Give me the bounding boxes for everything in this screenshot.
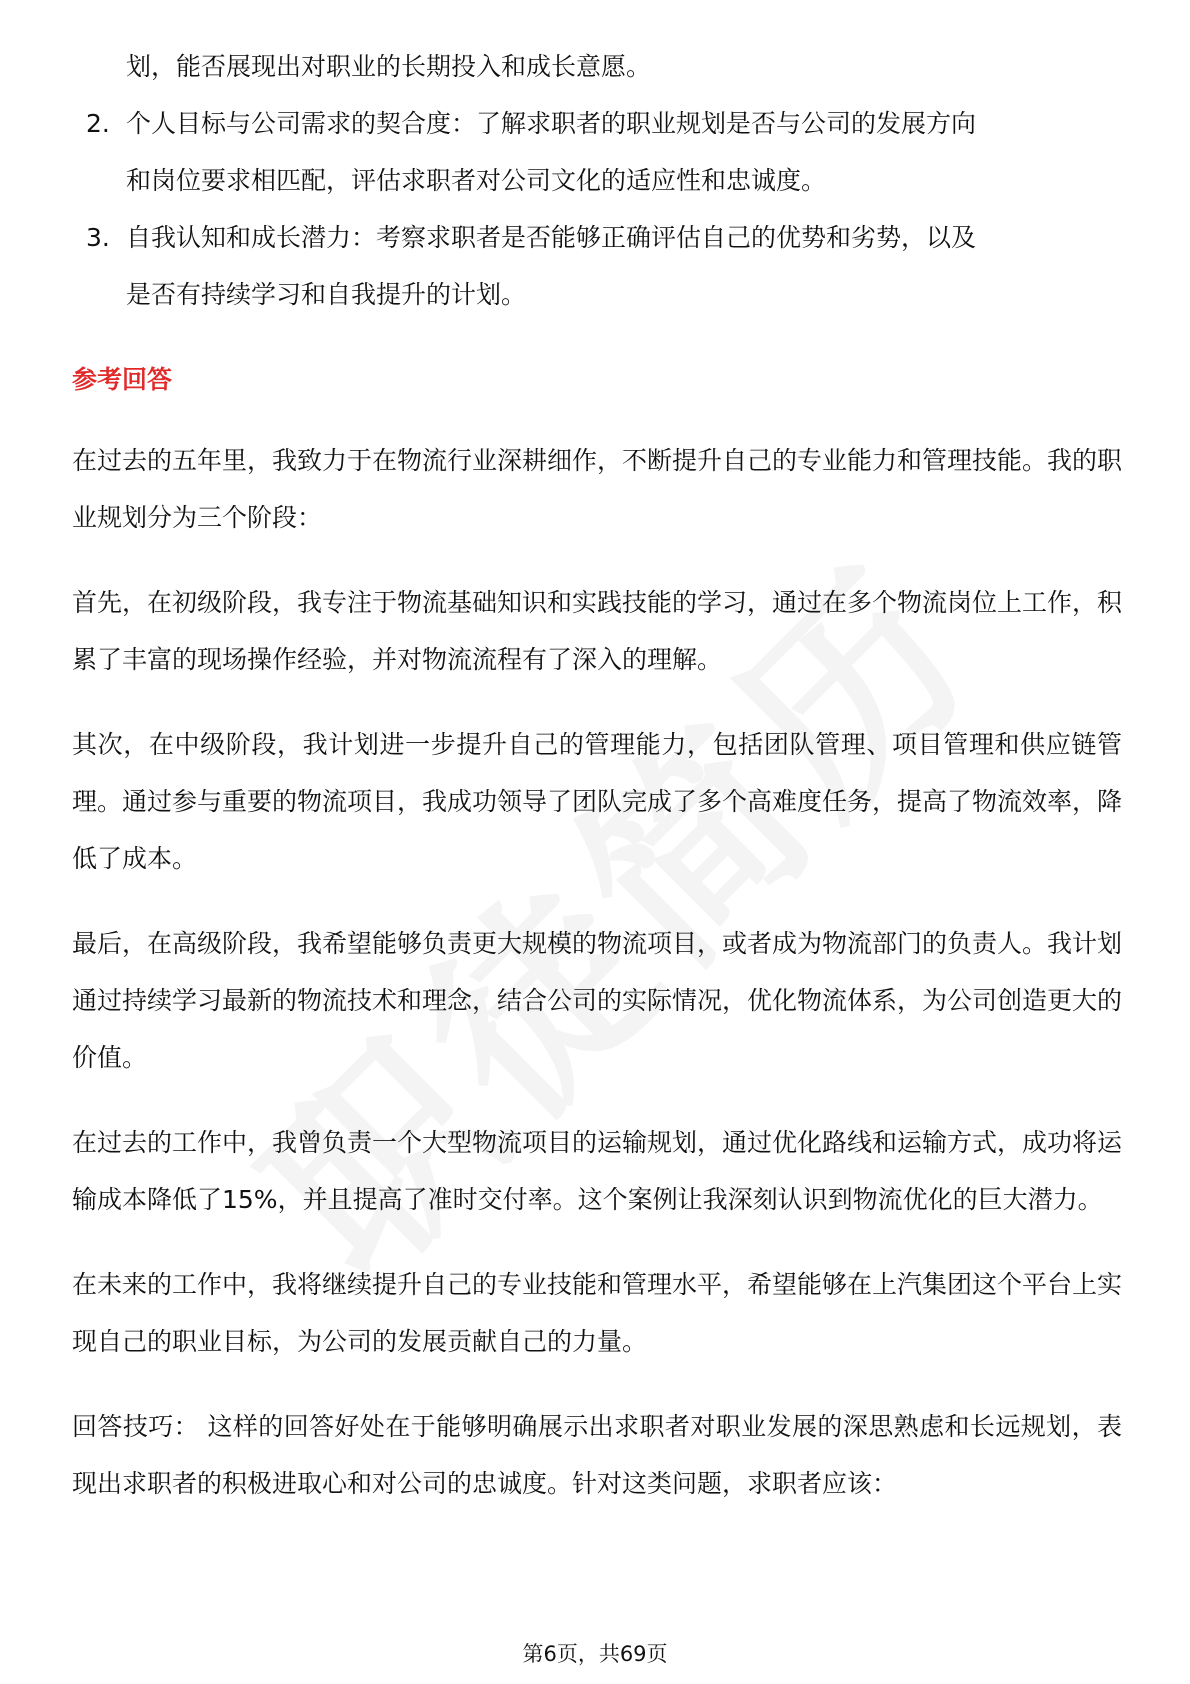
list-item — [72, 209, 1122, 323]
paragraph: 回答技巧： 这样的回答好处在于能够明确展示出求职者对职业发展的深思熟虑和长远规划，表现出求职者的积极进取心和对公司的忠诚度。针对这类问题，求职者应该： — [72, 1412, 1122, 1498]
section-heading: 参考回答 — [72, 365, 173, 394]
paragraph: 首先，在初级阶段，我专注于物流基础知识和实践技能的学习，通过在多个物流岗位上工作，积累了丰富的现场操作经验，并对物流流程有了深入的理解。 — [72, 588, 1123, 674]
paragraph: 最后，在高级阶段，我希望能够负责更大规模的物流项目，或者成为物流部门的负责人。我计划通过持续学习最新的物流技术和理念，结合公司的实际情况，优化物流体系，为公司创造更大的价值。 — [72, 929, 1123, 1072]
criteria-list — [72, 95, 1122, 323]
paragraph: 在过去的工作中，我曾负责一个大型物流项目的运输规划，通过优化路线和运输方式，成功将运输成本降低了15%，并且提高了准时交付率。这个案例让我深刻认识到物流优化的巨大潜力。 — [72, 1128, 1123, 1214]
list-item-number: 3. — [86, 223, 110, 252]
list-item-line: 和岗位要求相匹配，评估求职者对公司文化的适应性和忠诚度。 — [126, 166, 827, 195]
list-item-line: 是否有持续学习和自我提升的计划。 — [126, 280, 527, 309]
list-item — [72, 95, 1122, 209]
list-item-line: 自我认知和成长潜力：考察求职者是否能够正确评估自己的优势和劣势，以及 — [126, 223, 977, 252]
list-item-line: 个人目标与公司需求的契合度：了解求职者的职业规划是否与公司的发展方向 — [126, 109, 977, 138]
list-continuation — [72, 38, 1122, 95]
continuation-text: 划，能否展现出对职业的长期投入和成长意愿。 — [126, 52, 652, 81]
document-page — [72, 38, 1122, 1540]
paragraph: 其次，在中级阶段，我计划进一步提升自己的管理能力，包括团队管理、项目管理和供应链管理。通过参与重要的物流项目，我成功领导了团队完成了多个高难度任务，提高了物流效率，降低了成本。 — [72, 730, 1123, 873]
list-item-number: 2. — [86, 109, 110, 138]
paragraph: 在未来的工作中，我将继续提升自己的专业技能和管理水平，希望能够在上汽集团这个平台上实现自己的职业目标，为公司的发展贡献自己的力量。 — [72, 1270, 1123, 1356]
page-number: 第6页，共69页 — [522, 1642, 668, 1666]
paragraph: 在过去的五年里，我致力于在物流行业深耕细作，不断提升自己的专业能力和管理技能。我的职业规划分为三个阶段： — [72, 446, 1123, 532]
page-footer — [0, 1638, 1190, 1668]
